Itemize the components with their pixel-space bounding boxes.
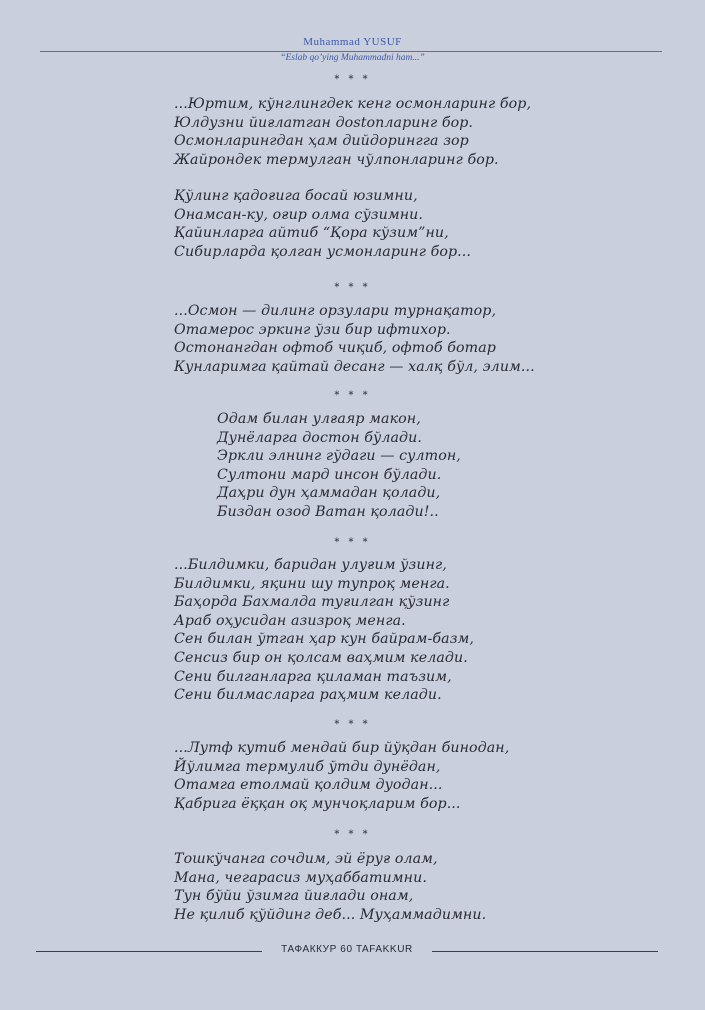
poem-line: Остонангдан офтоб чиқиб, офтоб ботар (174, 340, 496, 357)
stanza-4 (217, 410, 461, 522)
poem-line: Баҳорда Бахмалда туғилган қўзинг (174, 594, 450, 611)
poem-line: Араб оҳусидан азизроқ менга. (174, 612, 406, 629)
poem-line: Сени билмасларга раҳмим келади. (174, 687, 442, 704)
poem-line: Султони мард инсон бўлади. (217, 466, 442, 483)
poem-line: Осмонларингдан ҳам дийдорингга зор (174, 133, 469, 150)
poem-line: Дунёларга достон бўлади. (217, 429, 422, 446)
poem-line: Сени билганларга қиламан таъзим, (174, 668, 452, 685)
poem-line: Қабрига ёққан оқ мунчоқларим бор... (174, 795, 461, 812)
poem-line: Отамерос эркинг ўзи бир ифтихор. (174, 321, 451, 338)
poem-line: Тун бўйи ўзимга йиғлади онам, (174, 888, 414, 905)
poem-line: ...Осмон — дилинг орзулари турнақатор, (174, 303, 497, 319)
stanza-3 (174, 302, 535, 376)
poem-line: Жайрондек термулган чўлпонларинг бор. (174, 151, 499, 168)
header-author: Muhammad YUSUF (303, 36, 402, 48)
poem-line: Қўлинг қадоғига босай юзимни, (174, 188, 418, 204)
poem-line: Тошкўчанга сочдим, эй ёруғ олам, (174, 851, 438, 867)
poem-line: ...Лутф кутиб мендай бир йўқдан бинодан, (174, 740, 510, 756)
running-header (0, 36, 705, 63)
page-footer (0, 944, 705, 958)
poem-line: Мана, чегарасиз муҳаббатимни. (174, 869, 427, 886)
section-separator: * * * (334, 282, 371, 293)
poem-line: ...Билдимки, баридан улуғим ўзинг, (174, 557, 447, 573)
poem-line: ...Юртим, кўнглингдек кенг осмонларинг бор, (174, 96, 532, 112)
poem-line: Сибирларда қолган усмонларинг бор... (174, 243, 472, 260)
section-separator: * * * (334, 74, 371, 85)
section-separator: * * * (334, 537, 371, 548)
poem-line: Эркли элнинг гўдаги — султон, (217, 448, 461, 465)
poem-line: Онамсан-ку, оғир олма сўзимни. (174, 206, 424, 223)
poem-line: Сен билан ўтган ҳар кун байрам-базм, (174, 631, 475, 648)
poem-line: Сенсиз бир он қолсам ваҳмим келади. (174, 649, 468, 666)
poem-line: Биздан озод Ватан қолади!.. (217, 503, 439, 520)
poem-line: Даҳри дун ҳаммадан қолади, (217, 485, 441, 502)
footer-rule-left (36, 951, 262, 952)
stanza-5 (174, 556, 474, 705)
poem-line: Не қилиб қўйдинг деб... Муҳаммадимни. (174, 906, 487, 923)
stanza-1 (174, 95, 531, 169)
section-separator: * * * (334, 390, 371, 401)
section-separator: * * * (334, 829, 371, 840)
footer-page-number: ТАФАККУР 60 TAFAKKUR (281, 944, 413, 955)
header-subtitle: “Eslab qo’ying Muhammadni ham...” (280, 53, 425, 63)
header-rule (40, 51, 662, 52)
poem-line: Билдимки, яқини шу тупроқ менга. (174, 575, 450, 592)
stanza-2 (174, 187, 471, 261)
poem-line: Кунларимга қайтай десанг — халқ бўл, элим... (174, 358, 535, 375)
stanza-6 (174, 739, 509, 813)
poem-line: Одам билан улғаяр макон, (217, 411, 421, 427)
stanza-7 (174, 850, 486, 924)
poem-line: Қайинларга айтиб “Қора кўзим”ни, (174, 225, 449, 242)
poem-line: Йўлимга термулиб ўтди дунёдан, (174, 758, 441, 775)
poem-line: Отамга етолмай қолдим дуодан... (174, 777, 443, 794)
footer-rule-right (432, 951, 658, 952)
poem-line: Юлдузни йиғлатган дostonларинг бор. (174, 114, 474, 131)
section-separator: * * * (334, 719, 371, 730)
